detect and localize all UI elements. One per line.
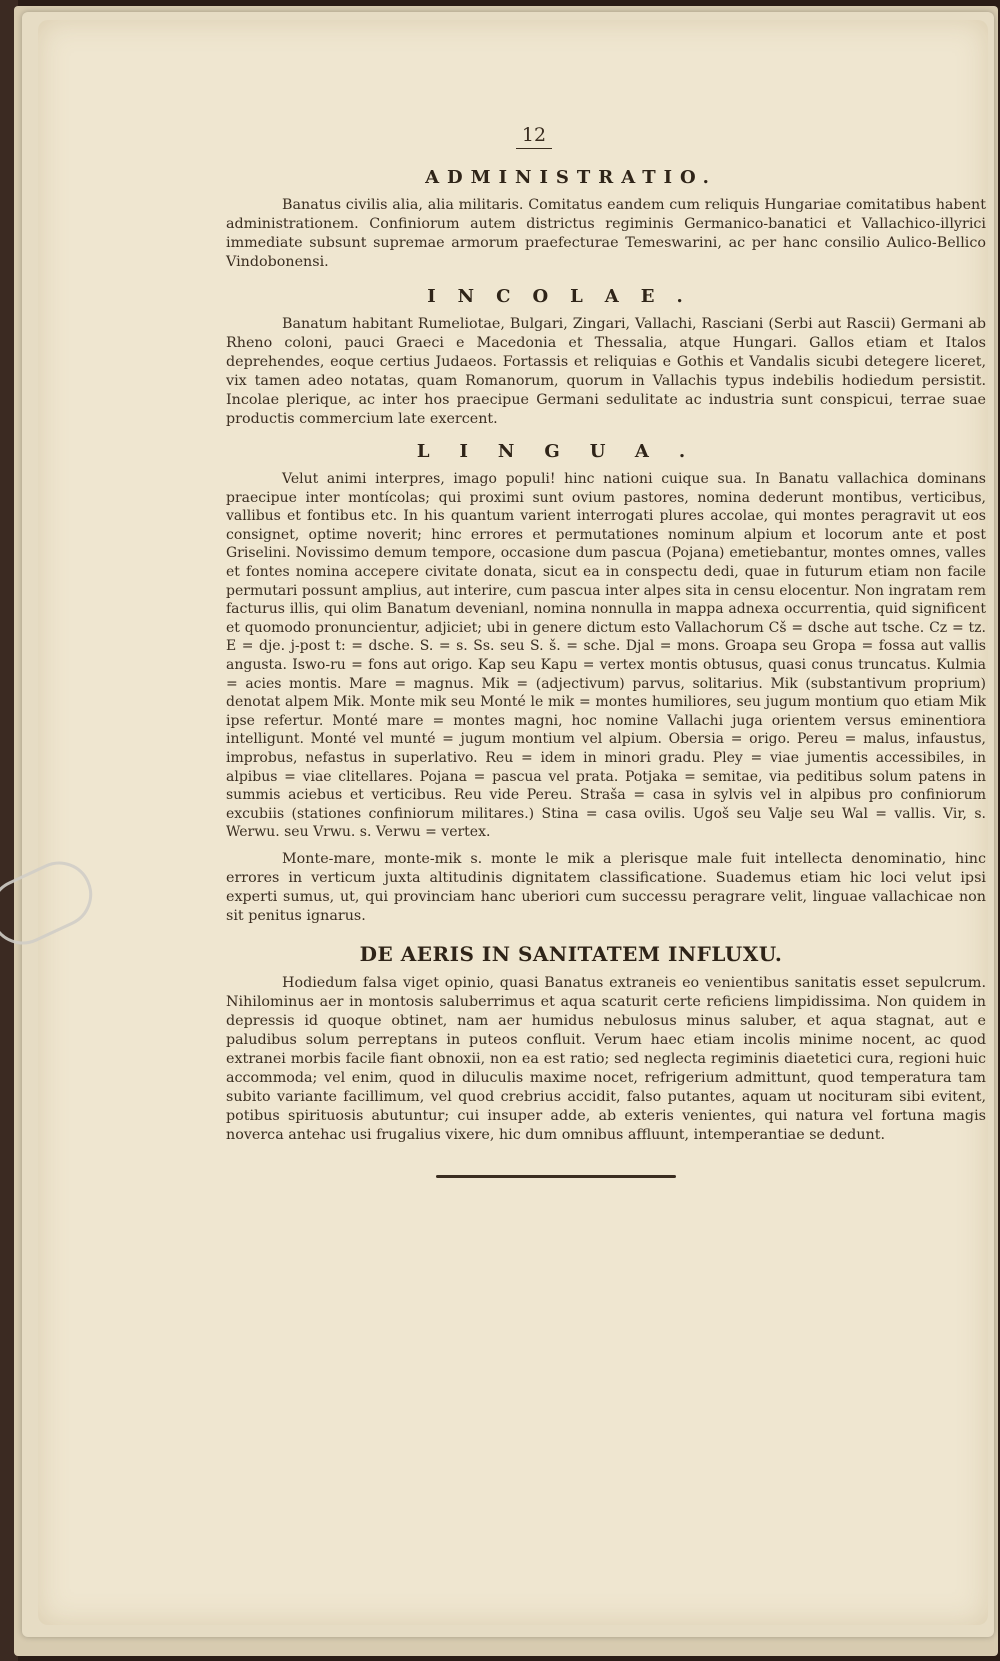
paragraph-aeris: Hodiedum falsa viget opinio, quasi Banatus extraneis eo venientibus sanitatis esset sepulcrum. Nihilominus aer in montosis saluberrimus et aqua scaturit certe reficiens limpidissima. Non quidem in depressis id quoque obtinet, nam aer humidus nebulosus minus saluber, et aqua stagnat, aut e paludibus solum perreptans in puteos confluit. Verum haec etiam incolis minime nocent, ac quod extranei morbis facile fiant obnoxii, non ea est ratio; sed neglecta regiminis diaetetici cura, regioni huic accommoda; vel enim, quod in diluculis maxime nocet, refrigerium admittunt, quod temperatura tam subito variante facillimum, vel quod crebrius accidit, falso putantes, aquam ut nocituram sibi evitent, potibus spirituosis abutuntur; cui insuper adde, ab exteris venientes, qui natura vel fortuna magis noverca antehac usi frugalius vixere, hic dum omnibus affluunt, intemperantiae se dedunt.	[226, 974, 986, 1143]
heading-administratio: ADMINISTRATIO.	[425, 167, 717, 188]
paragraph-lingua-2: Monte-mare, monte-mik s. monte le mik a plerisque male fuit intellecta denominatio, hinc errores in verticum juxta altitudinis dignitatem classificatione. Suademus etiam hic loci velut ipsi experti sumus, ut, qui provinciam hanc uberiori cum successu peragrare velit, linguae vallachicae non sit penitus ignarus.	[226, 850, 986, 924]
heading-aeris: DE AERIS IN SANITATEM INFLUXU.	[359, 941, 783, 966]
heading-incolae: INCOLAE.	[427, 286, 705, 307]
closing-rule	[436, 1175, 676, 1178]
paragraph-administratio: Banatus civilis alia, alia militaris. Comitatus eandem cum reliquis Hungariae comitatibus habent administrationem. Confiniorum autem districtus regiminis Germanico-banatici et Vallachico-illyrici immediate subsunt supremae armorum praefecturae Temeswarini, ac per hanc consilio Aulico-Bellico Vindobonensi.	[226, 197, 986, 270]
page-number	[154, 124, 914, 149]
page-content	[226, 124, 986, 1178]
paragraph-lingua-1: Velut animi interpres, imago populi! hinc nationi cuique sua. In Banatu vallachica dominans praecipue inter montícolas; qui proximi sunt ovium pastores, nomina dederunt montibus, verticibus, vallibus et fontibus etc. In his quantum varient interrogati plures accolae, qui montes peragravit ut eos consignet, optime noverit; hinc errores et permutationes nominum alpium et locorum ante et post Griselini. Novissimo demum tempore, occasione dum pascua (Pojana) emetiebantur, montes omnes, valles et fontes nomina accepere civitate donata, sicut ea in conspectu dedi, quae in futurum etiam non facile permutari possunt amplius, aut interire, cum pascua inter alpes sita in censu elocentur. Non ingratam rem facturus illis, qui olim Banatum devenianl, nomina nonnulla in mappa adnexa occurrentia, quid significent et quomodo pronuncientur, adjiciet; ubi in genere dictum esto Vallachorum Cš = dsche aut tsche. Cz = tz. E = dje. j-post t: = dsche. S. = s. Ss. seu S. š. = sche. Djal = mons. Groapa seu Gropa = fossa aut vallis angusta. Iswo-ru = fons aut origo. Kap seu Kapu = vertex montis obtusus, quasi conus truncatus. Kulmia = acies montis. Mare = magnus. Mik = (adjectivum) parvus, solitarius. Mik (substantivum proprium) denotat alpem Mik. Monte mik seu Monté le mik = montes humiliores, seu jugum montium quo etiam Mik ipse refertur. Monté mare = montes magni, hoc nomine Vallachi juga orientem versus eminentiora intelligunt. Monté vel munté = jugum montium vel alpium. Obersia = origo. Pereu = malus, infaustus, improbus, nefastus in superlativo. Reu = idem in minori gradu. Pley = viae jumentis accessibiles, in alpibus = viae clitellares. Pojana = pascua vel prata. Potjaka = semitae, via peditibus solum patens in summis aciebus et verticibus. Reu vide Pereu. Straša = casa in sylvis vel in alpibus pro confiniorum excubiis (stationes confiniorum militares.) Stina = casa ovilis. Ugoš seu Valje seu Wal = vallis. Vir, s. Werwu. seu Vrwu. s. Verwu = vertex.	[226, 471, 986, 841]
paragraph-incolae: Banatum habitant Rumeliotae, Bulgari, Zingari, Vallachi, Rasciani (Serbi aut Rascii) Germani ab Rheno coloni, pauci Graeci e Macedonia et Thessalia, atque Hungari. Gallos etiam et Italos deprehendes, eoque certius Judaeos. Fortassis et reliquias e Gothis et Vandalis sicubi detegere liceret, vix tamen adeo notatas, quam Romanorum, quorum in Vallachis typus indebilis hodiedum persistit. Incolae plerique, ac inter hos praecipue Germani sedulitate ac industria sunt conspicui, terrae suae productis commercium late exercent.	[226, 316, 986, 427]
heading-lingua: LINGUA.	[416, 441, 716, 462]
page-number-text: 12	[516, 124, 552, 149]
